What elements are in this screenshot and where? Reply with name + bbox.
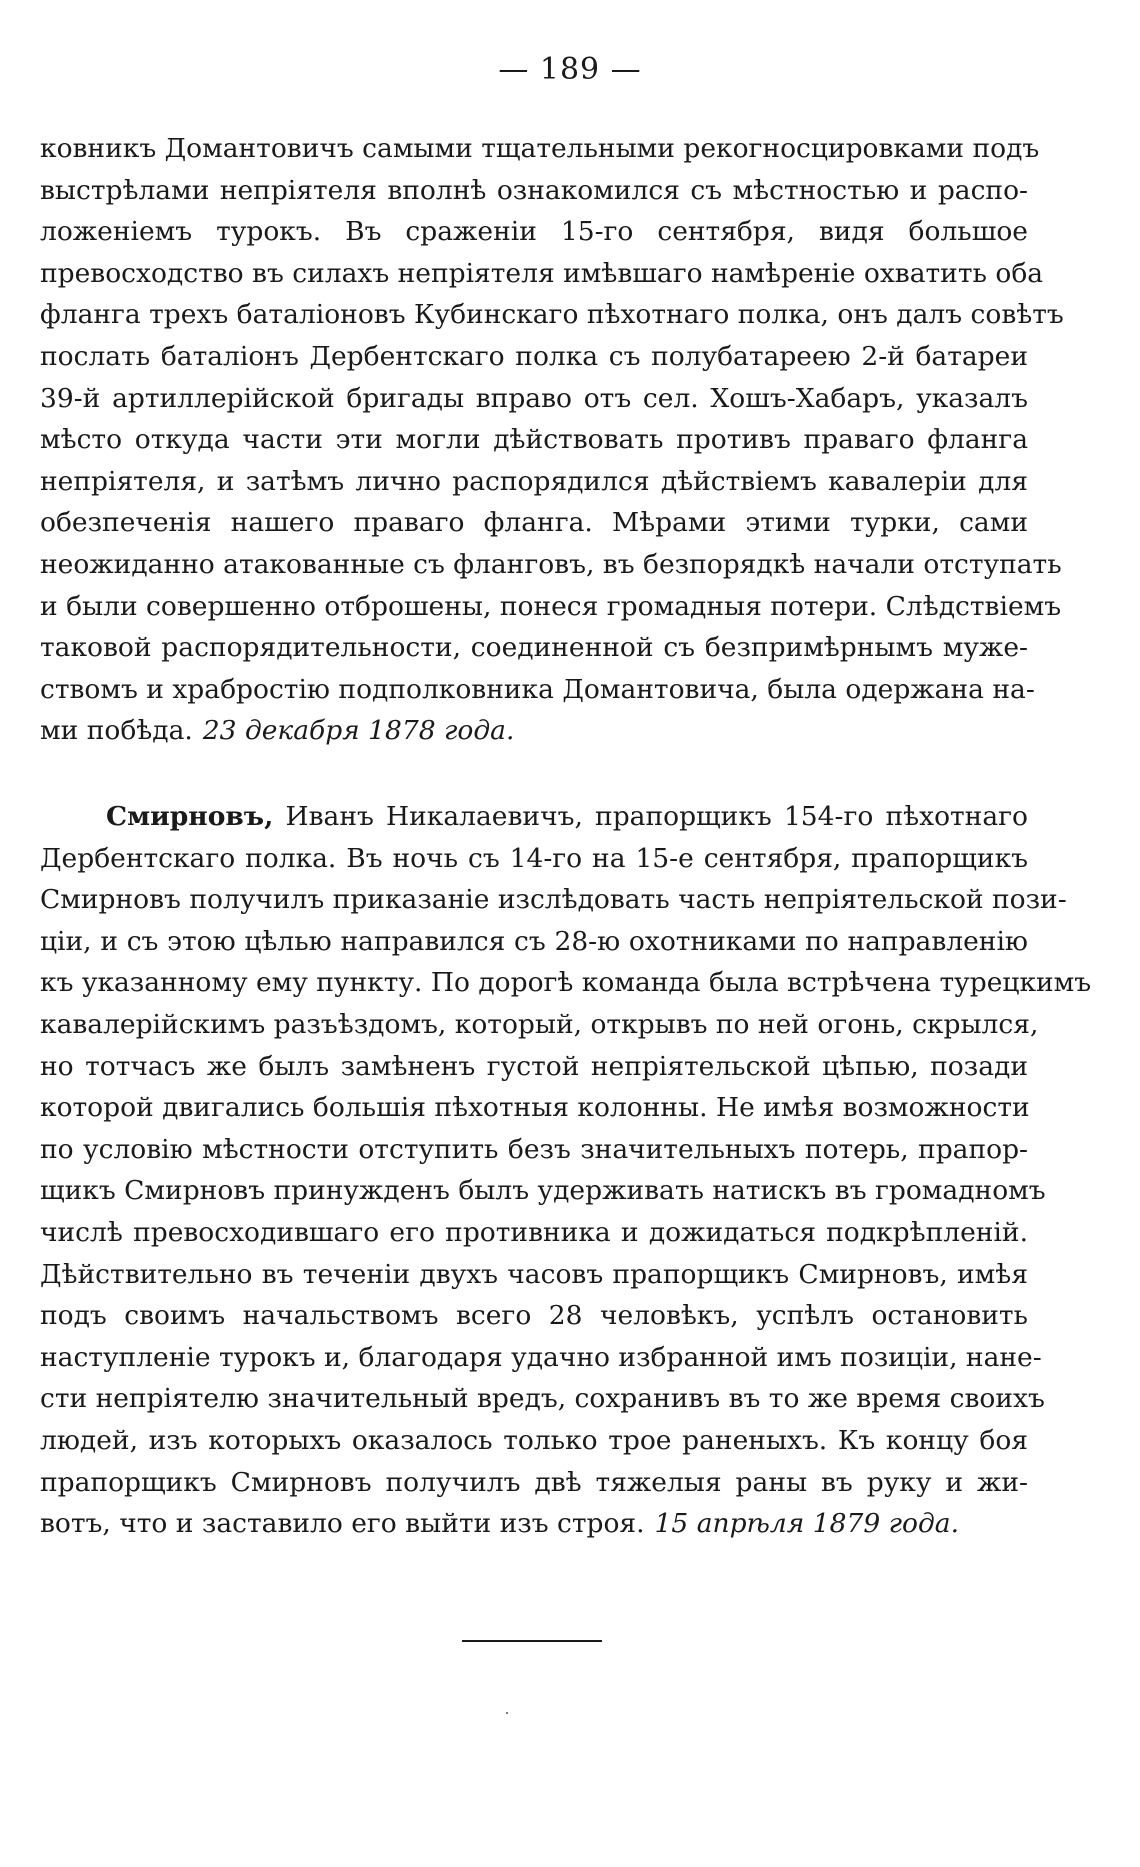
text-line: щикъ Смирновъ принужденъ былъ удерживать натискъ въ громадномъ — [40, 1175, 1046, 1207]
text-line: Дербентскаго полка. Въ ночь съ 14-го на 15-е сентября, прапорщикъ — [40, 842, 1028, 874]
text-line: людей, изъ которыхъ оказалось только трое раненыхъ. Къ концу боя — [40, 1424, 1028, 1456]
entry-date: 15 апрѣля 1879 года. — [654, 1508, 959, 1540]
text-line-final — [40, 1503, 1028, 1545]
text-line: Смирновъ получилъ приказаніе изслѣдовать часть непріятельской пози- — [40, 884, 1067, 916]
text-line: къ указанному ему пункту. По дорогѣ команда была встрѣчена турецкимъ — [40, 967, 1092, 999]
text-line: послать баталіонъ Дербентскаго полка съ полубатареею 2-й батареи — [40, 340, 1028, 372]
text-line: по условію мѣстности отступить безъ значительныхъ потерь, прапор- — [40, 1133, 1028, 1165]
text-line-ending: вотъ, что и заставило его выйти изъ строя. — [40, 1508, 645, 1540]
text-line: ложеніемъ турокъ. Въ сраженіи 15-го сентября, видя большое — [40, 216, 1028, 248]
entry-heading-line — [40, 796, 1028, 838]
text-line: таковой распорядительности, соединенной съ безпримѣрнымъ муже- — [40, 632, 1028, 664]
text-line: подъ своимъ начальствомъ всего 28 человѣкъ, успѣлъ остановить — [40, 1300, 1028, 1332]
text-line: ціи, и съ этою цѣлью направился съ 28-ю охотниками по направленію — [40, 925, 1028, 957]
text-line: прапорщикъ Смирновъ получилъ двѣ тяжелыя раны въ руку и жи- — [40, 1466, 1028, 1498]
text-line: но тотчасъ же былъ замѣненъ густой непріятельской цѣпью, позади — [40, 1050, 1028, 1082]
text-line: Дѣйствительно въ теченіи двухъ часовъ прапорщикъ Смирновъ, имѣя — [40, 1258, 1028, 1290]
text-line: кавалерійскимъ разъѣздомъ, который, открывъ по ней огонь, скрылся, — [40, 1008, 1039, 1040]
text-line: 39-й артиллерійской бригады вправо отъ сел. Хошъ-Хабаръ, указалъ — [40, 382, 1028, 414]
text-line: обезпеченія нашего праваго фланга. Мѣрами этими турки, сами — [40, 507, 1028, 539]
entry-heading-rest: Иванъ Никалаевичъ, прапорщикъ 154-го пѣхотнаго — [285, 801, 1028, 832]
text-line: неожиданно атакованные съ фланговъ, въ безпорядкѣ начали отступать — [40, 548, 1062, 580]
page-number: — 189 — — [498, 52, 642, 87]
text-line: ствомъ и храбростію подполковника Домантовича, была одержана на- — [40, 673, 1035, 705]
entry-name: Смирновъ, — [106, 801, 274, 832]
text-line: числѣ превосходившаго его противника и дожидаться подкрѣпленій. — [40, 1216, 1028, 1248]
text-line: выстрѣлами непріятеля вполнѣ ознакомился съ мѣстностью и распо- — [40, 174, 1028, 206]
entry-smirnov — [40, 796, 1092, 1545]
entry-date: 23 декабря 1878 года. — [202, 715, 515, 747]
text-line: ковникъ Домантовичъ самыми тщательными рекогносцировками подъ — [40, 133, 1040, 164]
text-line: и были совершенно отброшены, понеся громадныя потери. Слѣдствіемъ — [40, 590, 1062, 622]
text-line: сти непріятелю значительный вредъ, сохранивъ въ то же время своихъ — [40, 1383, 1045, 1415]
text-line: превосходство въ силахъ непріятеля имѣвшаго намѣреніе охватить оба — [40, 257, 1044, 289]
text-line-final — [40, 710, 1028, 752]
text-line: мѣсто откуда части эти могли дѣйствовать противъ праваго фланга — [40, 424, 1028, 456]
text-line: непріятеля, и затѣмъ лично распорядился дѣйствіемъ кавалеріи для — [40, 465, 1028, 497]
scan-speck — [506, 1712, 508, 1714]
text-line: которой двигались большія пѣхотныя колонны. Не имѣя возможности — [40, 1092, 1030, 1124]
end-rule — [462, 1640, 602, 1642]
text-line: фланга трехъ баталіоновъ Кубинскаго пѣхотнаго полка, онъ далъ совѣтъ — [40, 299, 1064, 331]
entry-domantovich — [40, 128, 1064, 752]
text-line: наступленіе турокъ и, благодаря удачно избранной имъ позиціи, нане- — [40, 1341, 1042, 1373]
text-line-ending: ми побѣда. — [40, 715, 193, 747]
